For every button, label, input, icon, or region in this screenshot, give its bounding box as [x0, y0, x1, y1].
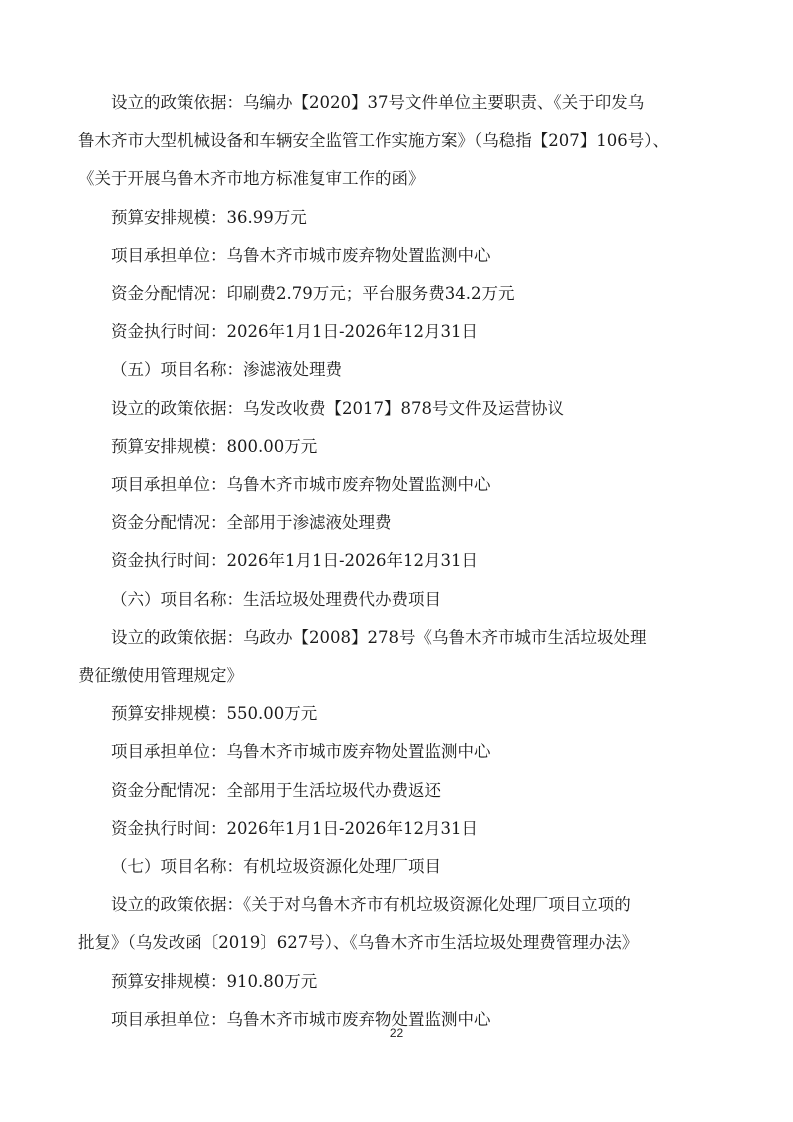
paragraph-line: 设立的政策依据：乌编办【2020】37号文件单位主要职责、《关于印发乌 — [111, 93, 645, 112]
paragraph-line: 预算安排规模：550.00万元 — [111, 704, 318, 724]
paragraph-undertaking-unit-5 — [78, 466, 728, 504]
paragraph-line: 资金执行时间：2026年1月1日-2026年12月31日 — [111, 818, 479, 838]
paragraph-project-heading-6 — [78, 581, 728, 619]
paragraph-execution-time-4 — [78, 313, 728, 351]
paragraph-line: 项目承担单位：乌鲁木齐市城市废弃物处置监测中心 — [111, 475, 491, 495]
paragraph-line: 预算安排规模：36.99万元 — [111, 207, 307, 227]
paragraph-line: 预算安排规模：800.00万元 — [111, 436, 318, 456]
paragraph-line: 资金执行时间：2026年1月1日-2026年12月31日 — [111, 322, 479, 342]
page-number: 22 — [389, 1026, 404, 1040]
paragraph-line: 鲁木齐市大型机械设备和车辆安全监管工作实施方案》（乌稳指【207】106号）、 — [78, 131, 669, 151]
paragraph-fund-allocation-6 — [78, 772, 728, 810]
paragraph-line: （七）项目名称：有机垃圾资源化处理厂项目 — [111, 857, 441, 877]
paragraph-policy-basis-5 — [78, 390, 728, 428]
paragraph-line: 设立的政策依据：《关于对乌鲁木齐市有机垃圾资源化处理厂项目立项的 — [111, 895, 631, 915]
paragraph-undertaking-unit-6 — [78, 733, 728, 771]
paragraph-fund-allocation-4 — [78, 275, 728, 313]
paragraph-line: 资金执行时间：2026年1月1日-2026年12月31日 — [111, 551, 479, 571]
paragraph-execution-time-6 — [78, 810, 728, 848]
paragraph-line: 资金分配情况：印刷费2.79万元；平台服务费34.2万元 — [111, 284, 515, 304]
paragraph-line: 设立的政策依据：乌政办【2008】278号《乌鲁木齐市城市生活垃圾处理 — [111, 627, 647, 647]
paragraph-budget-scale-4 — [78, 199, 728, 237]
paragraph-policy-basis-7 — [78, 886, 728, 962]
paragraph-line: 批复》（乌发改函〔2019〕627号）、《乌鲁木齐市生活垃圾处理费管理办法》 — [78, 933, 639, 953]
document-body — [78, 84, 728, 1039]
paragraph-execution-time-5 — [78, 542, 728, 580]
paragraph-policy-basis-4 — [78, 84, 728, 199]
paragraph-policy-basis-6 — [78, 619, 728, 695]
paragraph-line: 费征缴使用管理规定》 — [78, 666, 243, 686]
paragraph-line: 资金分配情况：全部用于渗滤液处理费 — [111, 513, 392, 533]
paragraph-fund-allocation-5 — [78, 504, 728, 542]
paragraph-line: 设立的政策依据：乌发改收费【2017】878号文件及运营协议 — [111, 398, 564, 418]
paragraph-budget-scale-6 — [78, 695, 728, 733]
paragraph-budget-scale-5 — [78, 428, 728, 466]
paragraph-line: （五）项目名称：渗滤液处理费 — [111, 360, 342, 380]
paragraph-line: 项目承担单位：乌鲁木齐市城市废弃物处置监测中心 — [111, 245, 491, 265]
paragraph-line: 资金分配情况：全部用于生活垃圾代办费返还 — [111, 780, 441, 800]
paragraph-budget-scale-7 — [78, 963, 728, 1001]
paragraph-line: 项目承担单位：乌鲁木齐市城市废弃物处置监测中心 — [111, 1009, 491, 1029]
paragraph-project-heading-5 — [78, 351, 728, 389]
paragraph-line: （六）项目名称：生活垃圾处理费代办费项目 — [111, 589, 441, 609]
paragraph-line: 预算安排规模：910.80万元 — [111, 971, 318, 991]
paragraph-line: 《关于开展乌鲁木齐市地方标准复审工作的函》 — [78, 169, 425, 189]
paragraph-project-heading-7 — [78, 848, 728, 886]
paragraph-line: 项目承担单位：乌鲁木齐市城市废弃物处置监测中心 — [111, 742, 491, 762]
paragraph-undertaking-unit-4 — [78, 237, 728, 275]
